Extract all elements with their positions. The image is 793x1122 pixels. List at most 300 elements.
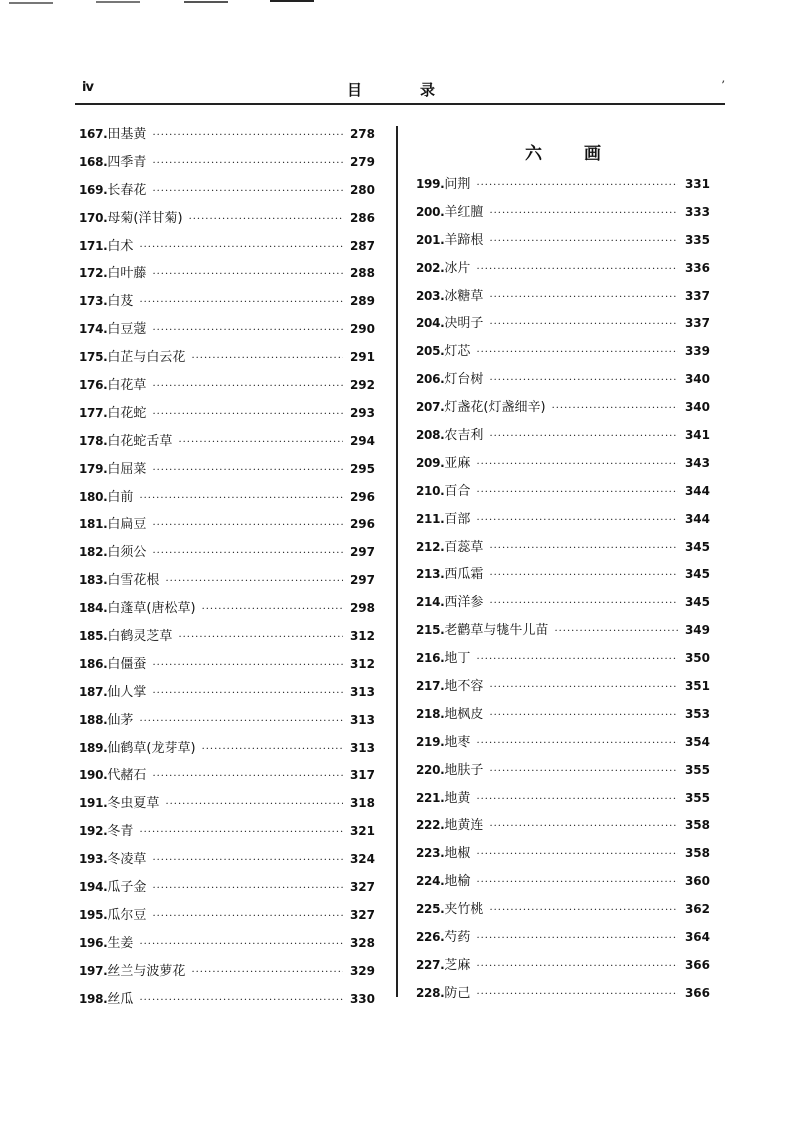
toc-entry[interactable] bbox=[79, 654, 375, 682]
entry-page-number: 354 bbox=[684, 734, 710, 749]
entry-page-number: 294 bbox=[349, 433, 375, 448]
toc-entry[interactable] bbox=[79, 598, 375, 626]
dot-leader bbox=[191, 963, 343, 983]
entry-number: 167. bbox=[79, 127, 108, 141]
toc-column-left bbox=[79, 124, 375, 1017]
entry-number: 220. bbox=[416, 762, 445, 777]
entry-number: 207. bbox=[416, 400, 445, 415]
entry-number: 188. bbox=[79, 712, 108, 727]
toc-entry[interactable] bbox=[416, 481, 710, 509]
section-heading-char: 六 bbox=[525, 143, 542, 164]
entry-title: 百部 bbox=[444, 511, 471, 527]
entry-title: 白屈菜 bbox=[107, 461, 147, 477]
entry-number: 219. bbox=[416, 734, 445, 749]
entry-page-number: 362 bbox=[684, 902, 710, 917]
entry-number: 175. bbox=[79, 350, 108, 365]
entry-title: 防己 bbox=[444, 985, 471, 1001]
dot-leader bbox=[139, 712, 343, 732]
dot-leader bbox=[178, 433, 343, 453]
dot-leader bbox=[202, 740, 343, 760]
toc-entry[interactable] bbox=[79, 989, 375, 1017]
entry-number: 201. bbox=[416, 232, 445, 247]
entry-number: 183. bbox=[79, 573, 108, 588]
toc-entry[interactable] bbox=[416, 732, 710, 760]
entry-title: 瓜尔豆 bbox=[107, 907, 147, 923]
entry-page-number: 336 bbox=[684, 260, 710, 275]
entry-number: 205. bbox=[416, 344, 445, 359]
dot-leader bbox=[152, 656, 343, 676]
toc-entry[interactable] bbox=[416, 815, 710, 843]
dot-leader bbox=[152, 321, 343, 341]
entry-title: 白花蛇舌草 bbox=[107, 433, 173, 449]
entry-page-number: 288 bbox=[349, 266, 375, 281]
entry-title: 地枣 bbox=[444, 734, 471, 750]
dot-leader bbox=[165, 572, 343, 592]
toc-entry[interactable] bbox=[79, 487, 375, 515]
entry-number: 228. bbox=[416, 985, 445, 1000]
toc-entry[interactable] bbox=[79, 347, 375, 375]
entry-number: 192. bbox=[79, 824, 108, 839]
dot-leader bbox=[152, 684, 343, 704]
entry-page-number: 280 bbox=[349, 182, 375, 197]
dot-leader bbox=[152, 851, 343, 871]
entry-title: 丝兰与波萝花 bbox=[107, 963, 186, 979]
entry-page-number: 337 bbox=[684, 288, 710, 303]
entry-page-number: 289 bbox=[349, 294, 375, 309]
entry-number: 187. bbox=[79, 684, 108, 699]
toc-entry[interactable] bbox=[79, 933, 375, 961]
dot-leader bbox=[476, 176, 678, 196]
entry-page-number: 313 bbox=[349, 684, 375, 699]
toc-entry[interactable] bbox=[416, 286, 710, 314]
toc-entry[interactable] bbox=[79, 319, 375, 347]
dot-leader bbox=[152, 154, 343, 174]
entry-number: 224. bbox=[416, 874, 445, 889]
entry-page-number: 349 bbox=[684, 623, 710, 638]
entry-title: 西瓜霜 bbox=[444, 567, 484, 583]
toc-entry[interactable] bbox=[416, 258, 710, 286]
entry-title: 代赭石 bbox=[107, 768, 147, 784]
dot-leader bbox=[489, 315, 678, 335]
entry-title: 白花蛇 bbox=[107, 405, 147, 421]
toc-entry[interactable] bbox=[79, 877, 375, 905]
dot-leader bbox=[152, 377, 343, 397]
entry-title: 问荆 bbox=[444, 177, 471, 192]
entry-title: 仙茅 bbox=[107, 712, 134, 728]
entry-page-number: 364 bbox=[684, 930, 710, 945]
entry-page-number: 291 bbox=[349, 350, 375, 365]
toc-entry[interactable] bbox=[416, 648, 710, 676]
dot-leader bbox=[476, 957, 678, 977]
toc-entry[interactable] bbox=[416, 927, 710, 955]
entry-number: 186. bbox=[79, 656, 108, 671]
toc-entry[interactable] bbox=[79, 765, 375, 793]
entry-page-number: 344 bbox=[684, 511, 710, 526]
dot-leader bbox=[476, 650, 678, 670]
entry-page-number: 343 bbox=[684, 455, 710, 470]
entry-page-number: 286 bbox=[349, 210, 375, 225]
dot-leader bbox=[476, 483, 678, 503]
dot-leader bbox=[152, 544, 343, 564]
entry-page-number: 340 bbox=[684, 372, 710, 387]
entry-title: 白雪花根 bbox=[107, 573, 160, 589]
entry-title: 白芷与白云花 bbox=[107, 350, 186, 366]
dot-leader bbox=[152, 767, 343, 787]
toc-entry[interactable] bbox=[416, 313, 710, 341]
dot-leader bbox=[476, 734, 678, 754]
entry-title: 地丁 bbox=[444, 651, 471, 667]
entry-title: 田基黄 bbox=[107, 127, 147, 142]
entry-page-number: 295 bbox=[349, 461, 375, 476]
dot-leader bbox=[152, 182, 343, 202]
toc-entry[interactable] bbox=[416, 871, 710, 899]
toc-entry[interactable] bbox=[79, 905, 375, 933]
scan-artifact-mark bbox=[270, 0, 314, 2]
entry-title: 白芨 bbox=[107, 294, 134, 310]
entry-number: 174. bbox=[79, 322, 108, 337]
dot-leader bbox=[139, 489, 343, 509]
toc-entry[interactable] bbox=[79, 291, 375, 319]
entry-number: 212. bbox=[416, 539, 445, 554]
dot-leader bbox=[139, 293, 343, 313]
toc-entry[interactable] bbox=[79, 793, 375, 821]
toc-entry[interactable] bbox=[416, 983, 710, 1011]
toc-entry[interactable] bbox=[416, 369, 710, 397]
entry-title: 灯台树 bbox=[444, 372, 484, 388]
entry-page-number: 292 bbox=[349, 378, 375, 393]
dot-leader bbox=[489, 539, 678, 559]
dot-leader bbox=[489, 762, 678, 782]
entry-title: 亚麻 bbox=[444, 455, 471, 471]
toc-entry[interactable] bbox=[79, 403, 375, 431]
dot-leader bbox=[489, 204, 678, 224]
dot-leader bbox=[139, 823, 343, 843]
entry-number: 194. bbox=[79, 880, 108, 895]
toc-entry[interactable] bbox=[416, 425, 710, 453]
entry-number: 189. bbox=[79, 740, 108, 755]
toc-entry[interactable] bbox=[416, 592, 710, 620]
entry-title: 地枫皮 bbox=[444, 706, 484, 722]
entry-number: 180. bbox=[79, 489, 108, 504]
dot-leader bbox=[476, 845, 678, 865]
dot-leader bbox=[202, 600, 343, 620]
toc-entry[interactable] bbox=[79, 570, 375, 598]
toc-entry[interactable] bbox=[416, 760, 710, 788]
entry-title: 百合 bbox=[444, 483, 471, 499]
dot-leader bbox=[139, 238, 343, 258]
entry-number: 208. bbox=[416, 428, 445, 443]
entry-number: 227. bbox=[416, 957, 445, 972]
entry-page-number: 358 bbox=[684, 846, 710, 861]
entry-title: 地不容 bbox=[444, 679, 484, 695]
entry-title: 白蓬草(唐松草) bbox=[107, 601, 196, 617]
toc-entry[interactable] bbox=[79, 236, 375, 264]
scan-artifact-mark bbox=[96, 1, 140, 3]
entry-page-number: 331 bbox=[684, 177, 710, 191]
entry-number: 216. bbox=[416, 651, 445, 666]
entry-title: 地榆 bbox=[444, 874, 471, 890]
entry-title: 冬凌草 bbox=[107, 852, 147, 868]
entry-title: 白扁豆 bbox=[107, 517, 147, 533]
dot-leader bbox=[489, 706, 678, 726]
dot-leader bbox=[189, 210, 343, 230]
dot-leader bbox=[152, 405, 343, 425]
toc-entry[interactable] bbox=[79, 849, 375, 877]
entry-page-number: 341 bbox=[684, 428, 710, 443]
entry-title: 百蕊草 bbox=[444, 539, 484, 555]
entry-number: 215. bbox=[416, 623, 445, 638]
entry-number: 170. bbox=[79, 210, 108, 225]
toc-entry[interactable] bbox=[416, 955, 710, 983]
entry-page-number: 335 bbox=[684, 232, 710, 247]
toc-entry[interactable] bbox=[79, 821, 375, 849]
toc-entry[interactable] bbox=[416, 397, 710, 425]
entry-number: 202. bbox=[416, 260, 445, 275]
toc-entry[interactable] bbox=[79, 738, 375, 766]
toc-entry[interactable] bbox=[416, 564, 710, 592]
dot-leader bbox=[489, 566, 678, 586]
entry-title: 白豆蔻 bbox=[107, 322, 147, 338]
entry-number: 171. bbox=[79, 238, 108, 253]
entry-page-number: 358 bbox=[684, 818, 710, 833]
entry-page-number: 366 bbox=[684, 985, 710, 1000]
entry-number: 191. bbox=[79, 796, 108, 811]
entry-page-number: 313 bbox=[349, 712, 375, 727]
entry-title: 四季青 bbox=[107, 154, 147, 170]
dot-leader bbox=[152, 265, 343, 285]
toc-entry[interactable] bbox=[416, 174, 710, 202]
toc-entry[interactable] bbox=[79, 263, 375, 291]
toc-entry[interactable] bbox=[79, 710, 375, 738]
entry-number: 217. bbox=[416, 679, 445, 694]
entry-page-number: 345 bbox=[684, 595, 710, 610]
entry-title: 白术 bbox=[107, 238, 134, 254]
entry-page-number: 350 bbox=[684, 651, 710, 666]
entry-number: 173. bbox=[79, 294, 108, 309]
dot-leader bbox=[489, 678, 678, 698]
entry-title: 丝瓜 bbox=[107, 991, 134, 1007]
entry-title: 决明子 bbox=[444, 316, 484, 332]
entry-title: 芍药 bbox=[444, 930, 471, 946]
toc-entry[interactable] bbox=[416, 788, 710, 816]
dot-leader bbox=[152, 516, 343, 536]
entry-title: 白鹤灵芝草 bbox=[107, 629, 173, 645]
entry-page-number: 287 bbox=[349, 238, 375, 253]
toc-entry[interactable] bbox=[416, 704, 710, 732]
entry-number: 182. bbox=[79, 545, 108, 560]
entry-title: 瓜子金 bbox=[107, 880, 147, 896]
entry-title: 母菊(洋甘菊) bbox=[107, 210, 183, 226]
section-heading bbox=[416, 128, 710, 174]
entry-number: 218. bbox=[416, 706, 445, 721]
toc-entry[interactable] bbox=[416, 230, 710, 258]
toc-entry[interactable] bbox=[416, 620, 710, 648]
header-rule bbox=[75, 103, 725, 105]
dot-leader bbox=[489, 901, 678, 921]
toc-entry[interactable] bbox=[79, 124, 375, 152]
entry-number: 172. bbox=[79, 266, 108, 281]
entry-title: 羊蹄根 bbox=[444, 232, 484, 248]
dot-leader bbox=[139, 935, 343, 955]
toc-entry[interactable] bbox=[79, 152, 375, 180]
dot-leader bbox=[489, 427, 678, 447]
entry-title: 冬虫夏草 bbox=[107, 796, 160, 812]
dot-leader bbox=[489, 371, 678, 391]
entry-number: 179. bbox=[79, 461, 108, 476]
entry-title: 长春花 bbox=[107, 182, 147, 198]
toc-entry[interactable] bbox=[79, 431, 375, 459]
entry-title: 芝麻 bbox=[444, 957, 471, 973]
running-head bbox=[82, 80, 725, 100]
entry-page-number: 327 bbox=[349, 880, 375, 895]
entry-number: 185. bbox=[79, 629, 108, 644]
entry-page-number: 321 bbox=[349, 824, 375, 839]
entry-page-number: 333 bbox=[684, 204, 710, 219]
scan-artifact-dot: ’ bbox=[721, 80, 725, 91]
entry-page-number: 351 bbox=[684, 679, 710, 694]
entry-number: 176. bbox=[79, 378, 108, 393]
entry-page-number: 339 bbox=[684, 344, 710, 359]
dot-leader bbox=[152, 126, 343, 146]
entry-title: 农吉利 bbox=[444, 428, 484, 444]
dot-leader bbox=[476, 343, 678, 363]
entry-page-number: 329 bbox=[349, 963, 375, 978]
toc-entry[interactable] bbox=[416, 843, 710, 871]
entry-page-number: 279 bbox=[349, 154, 375, 169]
entry-number: 226. bbox=[416, 930, 445, 945]
entry-number: 200. bbox=[416, 204, 445, 219]
entry-page-number: 324 bbox=[349, 852, 375, 867]
entry-page-number: 290 bbox=[349, 322, 375, 337]
page-title: 目录 bbox=[347, 81, 494, 99]
entry-page-number: 337 bbox=[684, 316, 710, 331]
entry-number: 214. bbox=[416, 595, 445, 610]
entry-title: 地肤子 bbox=[444, 762, 484, 778]
entry-page-number: 298 bbox=[349, 601, 375, 616]
entry-title: 地椒 bbox=[444, 846, 471, 862]
dot-leader bbox=[165, 795, 343, 815]
toc-entry[interactable] bbox=[79, 542, 375, 570]
dot-leader bbox=[191, 349, 343, 369]
entry-number: 211. bbox=[416, 511, 445, 526]
entry-page-number: 278 bbox=[349, 127, 375, 141]
toc-entry[interactable] bbox=[79, 208, 375, 236]
entry-page-number: 355 bbox=[684, 790, 710, 805]
dot-leader bbox=[552, 399, 678, 419]
toc-entry[interactable] bbox=[79, 180, 375, 208]
entry-title: 灯芯 bbox=[444, 344, 471, 360]
toc-entry[interactable] bbox=[416, 537, 710, 565]
entry-number: 193. bbox=[79, 852, 108, 867]
toc-entry[interactable] bbox=[416, 676, 710, 704]
entry-title: 地黄 bbox=[444, 790, 471, 806]
entry-page-number: 318 bbox=[349, 796, 375, 811]
entry-page-number: 327 bbox=[349, 907, 375, 922]
entry-page-number: 317 bbox=[349, 768, 375, 783]
entry-number: 221. bbox=[416, 790, 445, 805]
section-heading-char: 画 bbox=[584, 143, 601, 164]
entry-title: 仙鹤草(龙芽草) bbox=[107, 740, 196, 756]
toc-entry[interactable] bbox=[79, 514, 375, 542]
toc-column-right bbox=[416, 124, 710, 1011]
entry-title: 羊红膻 bbox=[444, 204, 484, 220]
entry-page-number: 328 bbox=[349, 935, 375, 950]
entry-title: 灯盏花(灯盏细辛) bbox=[444, 400, 546, 416]
entry-number: 168. bbox=[79, 154, 108, 169]
entry-number: 184. bbox=[79, 601, 108, 616]
entry-title: 夹竹桃 bbox=[444, 902, 484, 918]
dot-leader bbox=[489, 232, 678, 252]
entry-title: 冬青 bbox=[107, 824, 134, 840]
entry-number: 209. bbox=[416, 455, 445, 470]
entry-number: 199. bbox=[416, 177, 445, 191]
entry-number: 206. bbox=[416, 372, 445, 387]
toc-entry[interactable] bbox=[416, 453, 710, 481]
entry-page-number: 297 bbox=[349, 573, 375, 588]
entry-page-number: 353 bbox=[684, 706, 710, 721]
dot-leader bbox=[476, 455, 678, 475]
entry-number: 169. bbox=[79, 182, 108, 197]
dot-leader bbox=[152, 461, 343, 481]
entry-title: 地黄连 bbox=[444, 818, 484, 834]
entry-page-number: 312 bbox=[349, 629, 375, 644]
toc-entry[interactable] bbox=[416, 341, 710, 369]
entry-page-number: 345 bbox=[684, 567, 710, 582]
entry-number: 181. bbox=[79, 517, 108, 532]
scan-artifact-mark bbox=[9, 2, 53, 4]
dot-leader bbox=[476, 985, 678, 1005]
column-divider bbox=[396, 126, 398, 997]
entry-title: 白前 bbox=[107, 489, 134, 505]
entry-page-number: 344 bbox=[684, 483, 710, 498]
entry-title: 冰片 bbox=[444, 260, 471, 276]
entry-page-number: 360 bbox=[684, 874, 710, 889]
toc-entry[interactable] bbox=[416, 899, 710, 927]
dot-leader bbox=[554, 622, 678, 642]
entry-page-number: 340 bbox=[684, 400, 710, 415]
entry-title: 生姜 bbox=[107, 935, 134, 951]
dot-leader bbox=[139, 991, 343, 1011]
toc-entry[interactable] bbox=[79, 682, 375, 710]
entry-title: 冰糖草 bbox=[444, 288, 484, 304]
dot-leader bbox=[178, 628, 343, 648]
toc-entry[interactable] bbox=[79, 626, 375, 654]
entry-title: 白僵蚕 bbox=[107, 656, 147, 672]
entry-page-number: 296 bbox=[349, 489, 375, 504]
entry-number: 197. bbox=[79, 963, 108, 978]
dot-leader bbox=[476, 790, 678, 810]
entry-number: 198. bbox=[79, 991, 108, 1006]
dot-leader bbox=[489, 288, 678, 308]
entry-page-number: 366 bbox=[684, 957, 710, 972]
toc-entry[interactable] bbox=[79, 375, 375, 403]
toc-entry[interactable] bbox=[79, 459, 375, 487]
toc-entry[interactable] bbox=[79, 961, 375, 989]
entry-title: 老鹳草与牻牛儿苗 bbox=[444, 623, 549, 639]
entry-number: 195. bbox=[79, 907, 108, 922]
dot-leader bbox=[476, 929, 678, 949]
entry-number: 225. bbox=[416, 902, 445, 917]
dot-leader bbox=[476, 260, 678, 280]
toc-entry[interactable] bbox=[416, 509, 710, 537]
entry-number: 204. bbox=[416, 316, 445, 331]
entry-page-number: 345 bbox=[684, 539, 710, 554]
dot-leader bbox=[152, 879, 343, 899]
entry-number: 213. bbox=[416, 567, 445, 582]
entry-page-number: 296 bbox=[349, 517, 375, 532]
scan-artifact-mark bbox=[184, 1, 228, 3]
toc-entry[interactable] bbox=[416, 202, 710, 230]
